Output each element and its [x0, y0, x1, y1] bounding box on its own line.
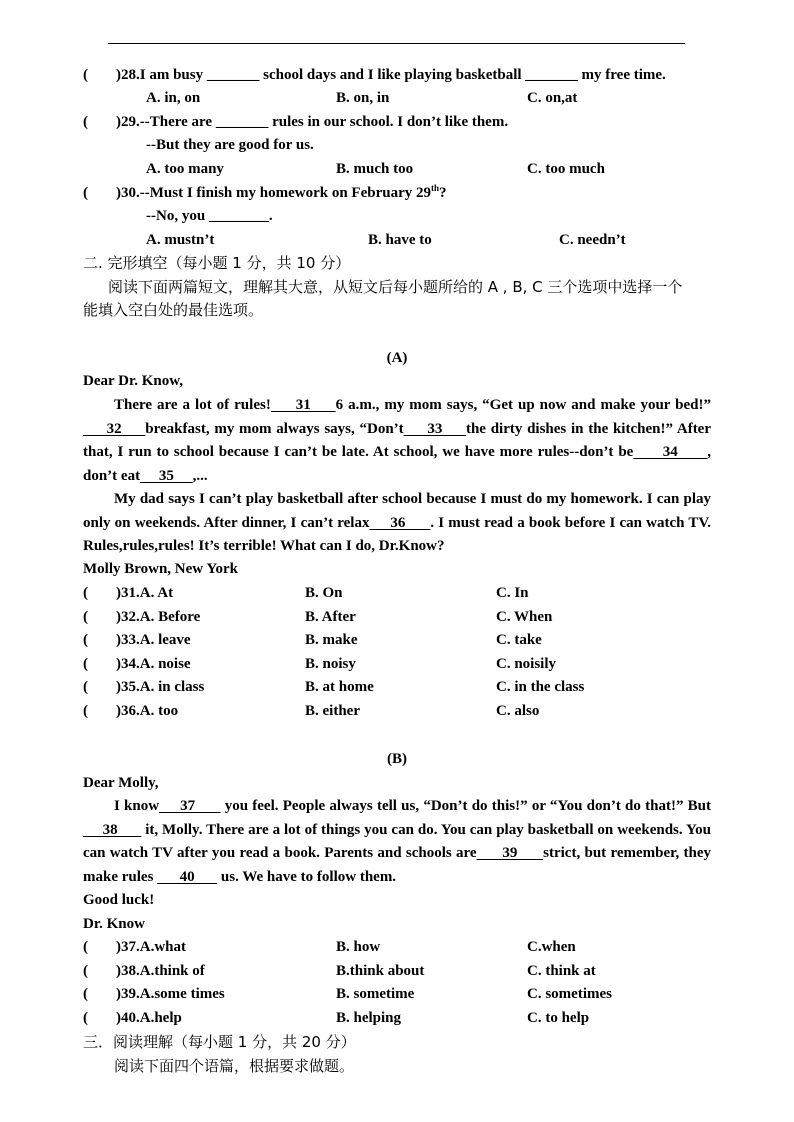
option-c: C. in the class — [496, 679, 585, 696]
question-number: )37.A.what — [116, 939, 186, 955]
question-row — [0, 653, 794, 676]
paragraph-text — [83, 491, 711, 554]
question-row — [0, 676, 794, 699]
text-segment: I know — [114, 798, 160, 814]
option-b: B. at home — [305, 679, 374, 696]
question-row — [0, 606, 794, 629]
question-29-options — [0, 158, 794, 181]
option-c: C. sometimes — [527, 986, 612, 1003]
option-b: B. much too — [336, 161, 414, 177]
answer-paren-open: ( — [83, 679, 88, 696]
text-segment: the dirty dishes in the kitchen!” After that, I run to school because I can’t be late. At school, we have more rules--don’t be — [83, 420, 711, 460]
question-row — [0, 629, 794, 652]
passage-b-salutation: Dear Molly, — [83, 775, 159, 791]
option-a: A. in, on — [146, 90, 201, 106]
option-b: B. helping — [336, 1009, 402, 1026]
option-c: C. In — [496, 585, 529, 601]
text-segment: There are a lot of rules! — [114, 397, 271, 413]
question-29 — [0, 111, 794, 134]
question-reply: --But they are good for us. — [146, 137, 314, 153]
passage-a-label: (A) — [386, 350, 408, 366]
text-segment: you feel. People always tell us, “Don’t do this!” or “You don’t do that!” But — [220, 798, 712, 814]
option-c: C. noisily — [496, 655, 557, 672]
question-29-line2 — [0, 134, 794, 157]
section-3-title: 三．阅读理解（每小题 1 分，共 20 分） — [83, 1033, 356, 1051]
option-c: C. too much — [527, 161, 605, 177]
question-reply: --No, you ________. — [146, 208, 273, 224]
option-b: B. either — [305, 703, 360, 719]
section-2-instruction: 阅读下面两篇短文，理解其大意，从短文后每小题所给的 A , B, C 三个选项中选择一个 — [108, 278, 683, 296]
option-b: B. sometime — [336, 986, 415, 1003]
option-c: C. also — [496, 703, 540, 719]
answer-paren-open: ( — [83, 962, 88, 979]
passage-a-paragraph-2 — [83, 488, 711, 559]
section-2-instruction-cont: 能填入空白处的最佳选项。 — [83, 301, 264, 319]
blank-number: 32 — [83, 420, 146, 437]
text-segment: ,... — [192, 467, 208, 484]
text-segment: , don’t eat — [83, 444, 711, 484]
option-c: C. think at — [527, 962, 596, 979]
option-c: C. on,at — [527, 90, 578, 106]
question-28-options — [0, 87, 794, 110]
option-b: B. On — [305, 585, 343, 601]
question-number: )36.A. too — [116, 703, 179, 719]
answer-paren-open: ( — [83, 114, 88, 130]
option-b: B. After — [305, 608, 356, 625]
option-b: B. how — [336, 939, 381, 955]
passage-a-paragraph-1 — [83, 394, 711, 488]
text-segment: it, Molly. There are a lot of things you can do. You can play basketball on weekends. You can watch TV after you read a book. Parents and schools are — [83, 821, 712, 861]
question-stem: )28.I am busy _______ school days and I like playing basketball _______ my free time. — [116, 67, 666, 83]
question-row — [0, 700, 794, 723]
question-row — [0, 983, 794, 1006]
answer-paren-open: ( — [83, 986, 88, 1003]
option-b: B. make — [305, 632, 358, 649]
blank-number: 31 — [270, 397, 336, 413]
option-b: B. noisy — [305, 655, 356, 672]
answer-paren-open: ( — [83, 1009, 88, 1026]
question-number: )40.A.help — [116, 1009, 182, 1026]
header-rule — [108, 43, 685, 44]
text-segment: My dad says I can’t play basketball after school because I must do my homework. I can play only on weekends. After dinner, I can’t relax — [83, 491, 711, 531]
question-30-options — [0, 229, 794, 252]
answer-paren-open: ( — [83, 608, 88, 625]
answer-paren-open: ( — [83, 655, 88, 672]
answer-paren-open: ( — [83, 939, 88, 955]
passage-b-closing: Good luck! — [83, 892, 155, 908]
text-segment: . I must read a book before I can watch TV. Rules,rules,rules! It’s terrible! What can I do, Dr.Know? — [83, 514, 712, 554]
paragraph-text — [83, 397, 711, 484]
text-segment: strict, but remember, they make rules — [83, 845, 711, 885]
question-30 — [0, 182, 794, 205]
question-number: )38.A.think of — [116, 962, 205, 979]
question-stem: )30.--Must I finish my homework on February 29th? — [116, 183, 447, 201]
option-b: B. have to — [368, 232, 432, 248]
answer-paren-open: ( — [83, 67, 88, 83]
blank-number: 38 — [83, 821, 142, 838]
blank-number: 36 — [369, 514, 431, 531]
blank-number: 34 — [633, 444, 708, 460]
blank-number: 39 — [476, 845, 544, 861]
section-2-title: 二. 完形填空（每小题 1 分，共 10 分） — [83, 254, 351, 272]
question-number: )31.A. At — [116, 585, 174, 601]
passage-b-label: (B) — [387, 751, 407, 767]
blank-number: 33 — [403, 420, 466, 437]
answer-paren-open: ( — [83, 632, 88, 649]
question-row — [0, 1007, 794, 1030]
text-segment: us. We have to follow them. — [217, 868, 397, 885]
answer-paren-open: ( — [83, 185, 88, 201]
question-row — [0, 582, 794, 605]
option-c: C. When — [496, 608, 553, 625]
paragraph-text — [83, 798, 711, 885]
option-b: B. on, in — [336, 90, 390, 106]
question-number: )35.A. in class — [116, 679, 205, 696]
option-a: A. too many — [146, 161, 224, 177]
passage-b-signature: Dr. Know — [83, 916, 145, 932]
passage-a-signature: Molly Brown, New York — [83, 561, 238, 577]
question-28 — [0, 64, 794, 87]
question-number: )34.A. noise — [116, 655, 191, 672]
option-b: B.think about — [336, 962, 425, 979]
question-row — [0, 960, 794, 983]
answer-paren-open: ( — [83, 703, 88, 719]
option-a: A. mustn’t — [146, 232, 215, 248]
text-segment: 6 a.m., my mom says, “Get up now and make your bed!” — [335, 397, 711, 413]
question-row — [0, 936, 794, 959]
passage-b-paragraph-1 — [83, 795, 711, 889]
blank-number: 37 — [159, 798, 221, 814]
question-stem: )29.--There are _______ rules in our school. I don’t like them. — [116, 114, 509, 130]
option-c: C. to help — [527, 1009, 590, 1026]
option-c: C.when — [527, 939, 576, 955]
question-number: )33.A. leave — [116, 632, 191, 649]
option-c: C. needn’t — [559, 232, 626, 248]
question-number: )32.A. Before — [116, 608, 201, 625]
blank-number: 40 — [157, 868, 218, 885]
question-number: )39.A.some times — [116, 986, 225, 1003]
blank-number: 35 — [140, 467, 193, 484]
passage-a-salutation: Dear Dr. Know, — [83, 373, 184, 389]
option-c: C. take — [496, 632, 542, 649]
section-3-instruction: 阅读下面四个语篇，根据要求做题。 — [114, 1057, 355, 1075]
question-30-line2 — [0, 205, 794, 228]
text-segment: breakfast, my mom always says, “Don’t — [145, 420, 404, 437]
answer-paren-open: ( — [83, 585, 88, 601]
